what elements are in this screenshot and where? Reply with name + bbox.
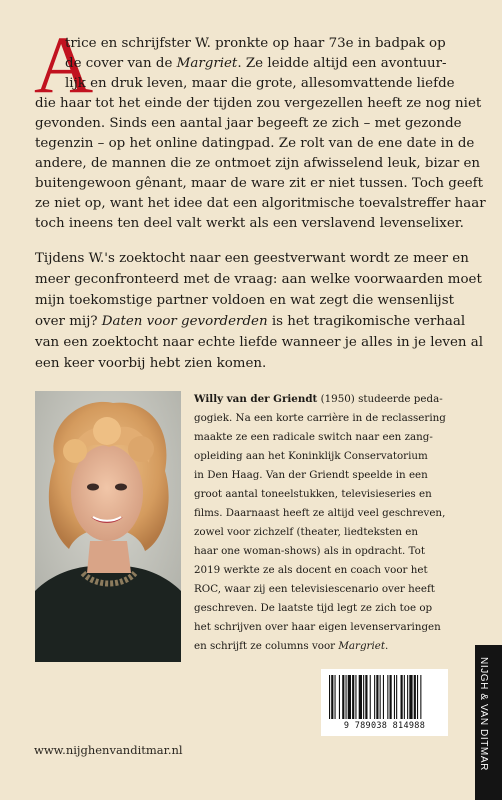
bio-line: ROC, waar zij een televisiescenario over heeft	[194, 583, 435, 595]
barcode-bar	[407, 675, 408, 719]
magazine-title: Margriet	[338, 640, 386, 652]
barcode-bar	[348, 675, 351, 719]
barcode-bar	[401, 675, 403, 719]
drop-cap: A	[34, 19, 94, 110]
barcode-bar	[394, 675, 395, 719]
barcode-bar	[374, 675, 375, 719]
barcode-bar	[355, 675, 356, 719]
barcode-icon	[321, 669, 448, 721]
barcode-bar	[363, 675, 364, 719]
blurb-line: een keer voorbij hebt zien komen.	[35, 356, 267, 371]
barcode-bar	[329, 675, 330, 719]
book-title: Daten voor gevorderden	[101, 314, 268, 329]
barcode-bar	[387, 675, 388, 719]
isbn-number: 9 789038 814988	[343, 721, 426, 731]
bio-line: films. Daarnaast heeft ze altijd veel geschreven,	[194, 507, 446, 519]
barcode-bar	[380, 675, 381, 719]
barcode-bar	[404, 675, 405, 719]
barcode-bar	[335, 675, 336, 719]
bio-line: opleiding aan het Koninklijk Conservatorium	[194, 450, 428, 462]
bio-line: in Den Haag. Van der Griendt speelde in een	[194, 469, 428, 481]
blurb-line: andere, de mannen die ze ontmoet zijn afwisselend leuk, bizar en	[35, 156, 481, 171]
bio-line: Willy van der Griendt (1950) studeerde peda-	[194, 393, 443, 405]
publisher-label	[475, 645, 502, 800]
barcode-bar	[417, 675, 418, 719]
blurb-line: meer geconfronteerd met de vraag: aan welke voorwaarden moet	[35, 272, 482, 287]
barcode-bar	[359, 675, 362, 719]
bio-line: 2019 werkte ze als docent en coach voor het	[194, 564, 428, 576]
barcode-bar	[342, 675, 344, 719]
blurb-line: buitengewoon gênant, maar de ware zit er niet tussen. Toch geeft	[35, 176, 484, 191]
blurb-line: gevonden. Sinds een aantal jaar begeeft ze zich – met gezonde	[35, 116, 462, 131]
blurb-line: de cover van de Margriet. Ze leidde altijd een avontuur-	[65, 56, 447, 71]
barcode-bar	[370, 675, 371, 719]
barcode-bar	[390, 675, 392, 719]
magazine-title: Margriet	[176, 56, 238, 71]
bio-line: het schrijven over haar eigen levenservaringen	[194, 621, 441, 633]
barcode-bar	[346, 675, 347, 719]
blurb-line: lijk en druk leven, maar die grote, allesomvattende liefde	[65, 76, 455, 91]
bio-line: gogiek. Na een korte carrière in de reclassering	[194, 412, 446, 424]
blurb-line: Tijdens W.'s zoektocht naar een geestverwant wordt ze meer en	[35, 251, 469, 266]
bio-line: haar one woman-shows) als in opdracht. Tot	[194, 545, 425, 557]
publisher-name: NIJGH & VAN DITMAR	[478, 657, 489, 771]
blurb-line: tegenzin – op het online datingpad. Ze rolt van de ene date in de	[35, 136, 475, 151]
blurb-line: van een zoektocht naar echte liefde wanneer je alles in je leven al	[35, 335, 484, 350]
bio-line: maakte ze een radicale switch naar een zang-	[194, 431, 433, 443]
blurb-line: over mij? Daten voor gevorderden is het tragikomische verhaal	[35, 314, 466, 329]
barcode-bar	[396, 675, 397, 719]
barcode-bar	[414, 675, 416, 719]
author-name: Willy van der Griendt	[194, 393, 318, 405]
barcode-bar	[376, 675, 378, 719]
barcode-bar	[352, 675, 354, 719]
barcode-bar	[365, 675, 367, 719]
blurb-line: trice en schrijfster W. pronkte op haar 73e in badpak op	[65, 36, 446, 51]
blurb-line: toch ineens ten deel valt werkt als een verslavend levenselixer.	[35, 216, 464, 231]
bio-line: zowel voor zichzelf (theater, liedteksten en	[194, 526, 418, 538]
blurb-line: die haar tot het einde der tijden zou vergezellen heeft ze nog niet	[35, 96, 482, 111]
author-portrait-photo	[35, 391, 181, 662]
isbn-barcode	[321, 669, 448, 736]
bio-line: geschreven. De laatste tijd legt ze zich toe op	[194, 602, 433, 614]
bio-line: en schrijft ze columns voor Margriet.	[194, 640, 389, 652]
barcode-bar	[420, 675, 421, 719]
barcode-bar	[409, 675, 412, 719]
blurb-line: ze niet op, want het idee dat een algoritmische toevalstreffer haar	[35, 196, 486, 211]
author-portrait-icon	[35, 391, 181, 662]
barcode-bar	[383, 675, 384, 719]
blurb-line: mijn toekomstige partner voldoen en wat zegt die wensenlijst	[35, 293, 454, 308]
bio-line: groot aantal toneelstukken, televisieseries en	[194, 488, 432, 500]
barcode-bar	[331, 675, 333, 719]
publisher-website: www.nijghenvanditmar.nl	[34, 743, 183, 757]
barcode-bar	[339, 675, 340, 719]
